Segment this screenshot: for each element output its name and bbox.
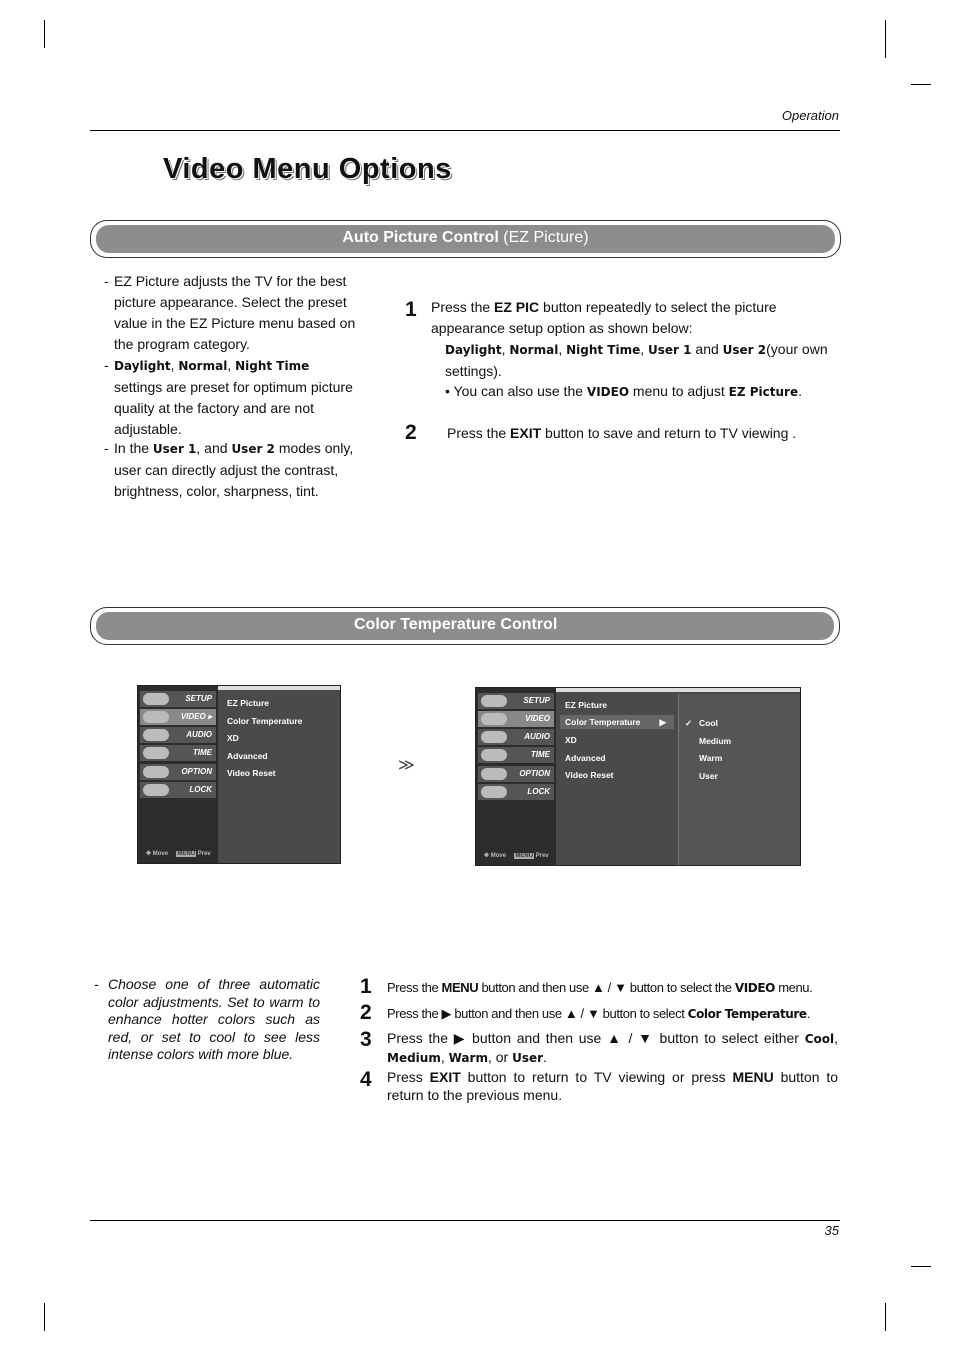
menu-category-audio[interactable]: [140, 727, 216, 743]
crop-mark: [911, 1266, 931, 1267]
exit-button-label: EXIT: [510, 425, 542, 441]
bullet-text: EZ Picture adjusts the TV for the best picture appearance. Select the preset value in the EZ Picture menu based on the program category.: [114, 273, 356, 352]
mode-night-time: Night Time: [566, 343, 641, 357]
audio-icon: [143, 729, 169, 741]
bullet-text: settings are preset for optimum picture quality at the factory and are not adjustable.: [114, 379, 353, 437]
ez-bullet-2: - Daylight, Normal, Night Time settings are preset for optimum picture quality at the factory and are not adjustable.: [104, 357, 353, 437]
step-text: button to return to the previous menu.: [387, 1069, 839, 1103]
mode-night-time: Night Time: [235, 359, 310, 373]
step-text: button to save and return to TV viewing .: [545, 425, 797, 441]
option-cool[interactable]: Cool: [699, 718, 718, 728]
menu-category-video[interactable]: [478, 711, 554, 727]
bullet-text: , and: [196, 440, 228, 456]
menu-category-column: [476, 688, 556, 865]
section-label: Operation: [781, 108, 839, 123]
bar-title: Auto Picture Control: [342, 229, 499, 246]
step-number: 1: [405, 298, 417, 321]
menu-footer: [146, 850, 211, 857]
bar-subtitle: (EZ Picture): [503, 229, 589, 246]
menu-category-label: SETUP: [523, 696, 550, 705]
menu-top-rule: [218, 686, 340, 690]
menu-item-color-temperature[interactable]: Color Temperature: [227, 716, 303, 726]
menu-category-video[interactable]: VIDEO ▸: [140, 709, 216, 725]
setup-icon: [143, 693, 169, 705]
footer-rule: [90, 1220, 840, 1221]
right-arrow-icon: ▶: [659, 717, 666, 727]
step-number: 3: [360, 1028, 372, 1051]
option-user-label: User: [512, 1050, 544, 1065]
video-icon: [143, 711, 169, 723]
bullet-text: modes only, user can directly adjust the contrast, brightness, color, sharpness, tint.: [114, 440, 354, 499]
lock-icon: [143, 784, 169, 796]
mode-user-1: User 1: [152, 442, 197, 456]
option-user[interactable]: User: [699, 771, 718, 781]
step-text: Press the: [447, 425, 507, 441]
step-text: .: [543, 1048, 547, 1065]
menu-category-lock[interactable]: [140, 782, 216, 798]
step-number: 2: [405, 421, 417, 444]
step-text: (your own settings).: [445, 341, 828, 379]
page-number: 35: [824, 1223, 839, 1238]
note-text: Choose one of three automatic color adjustments. Set to warm to enhance hotter colors such as red, or set to cool to see less intense colors with more blue.: [108, 976, 320, 1062]
menu-top-rule: [556, 688, 800, 692]
step-text: and: [695, 341, 719, 357]
step-text: button and then use ▲ / ▼ button to select the: [481, 980, 732, 995]
menu-category-label: SETUP: [185, 694, 212, 703]
menu-category-label: OPTION: [519, 769, 550, 778]
mode-normal: Normal: [509, 343, 559, 357]
tv-menu-color-temperature: [475, 687, 801, 866]
ct-step-2: [387, 1005, 841, 1024]
video-icon: [481, 713, 507, 725]
step-text: menu to adjust: [632, 383, 725, 399]
ct-step-3: Press the ▶ button and then use ▲ / ▼ button to select either Cool, Medium, Warm, or User.: [387, 1030, 838, 1065]
section-bar-color-temperature: [90, 607, 840, 645]
option-medium[interactable]: Medium: [699, 736, 732, 746]
mode-daylight: Daylight: [114, 359, 171, 373]
step-text: menu.: [778, 980, 813, 995]
option-icon: [143, 766, 169, 778]
bar-title: Color Temperature Control: [354, 616, 558, 633]
menu-footer: [484, 852, 549, 859]
header-rule: [90, 130, 840, 131]
menu-key-icon: MENU: [515, 853, 534, 859]
color-temperature-label: Color Temperature: [687, 1007, 807, 1021]
lock-icon: [481, 786, 507, 798]
ct-note: - Choose one of three automatic color adjustments. Set to warm to enhance hotter colors such as red, or set to cool to see less intense colors with more blue.: [94, 976, 320, 1062]
ez-bullet-3: - In the User 1, and User 2 modes only, user can directly adjust the contrast, brightness, color, sharpness, tint.: [104, 440, 354, 499]
ez-bullet-1: - EZ Picture adjusts the TV for the best picture appearance. Select the preset value in the EZ Picture menu based on the program category.: [104, 271, 360, 355]
menu-category-label: TIME: [192, 748, 212, 757]
step-text: Press: [387, 1069, 423, 1085]
crop-mark: [44, 20, 45, 48]
step-text: Press the ▶ button and then use ▲ / ▼ button to select either: [387, 1030, 799, 1046]
ez-step-1-modes: Daylight, Normal, Night Time, User 1 and User 2(your own settings).: [445, 341, 828, 379]
ct-step-1: [387, 979, 841, 998]
ez-picture-label: EZ Picture: [728, 385, 799, 399]
menu-item-advanced[interactable]: Advanced: [565, 753, 606, 763]
menu-item-xd[interactable]: XD: [565, 735, 577, 745]
exit-button-label: EXIT: [429, 1069, 461, 1085]
section-bar-ez-picture: [90, 220, 841, 258]
option-warm[interactable]: Warm: [699, 753, 723, 763]
menu-item-ez-picture[interactable]: EZ Picture: [227, 698, 270, 708]
menu-category-label: LOCK: [527, 787, 550, 796]
step-text: Press the ▶ button and then use ▲ / ▼ button to select: [387, 1006, 685, 1021]
menu-item-video-reset[interactable]: Video Reset: [227, 768, 276, 778]
menu-category-audio[interactable]: [478, 729, 554, 745]
menu-key-icon: MENU: [177, 851, 196, 857]
crop-mark: [885, 20, 886, 58]
step-text: button to return to TV viewing or press: [467, 1069, 726, 1085]
ez-step-2: [447, 423, 841, 444]
menu-category-label: LOCK: [189, 785, 212, 794]
tv-menu-video: [137, 685, 341, 864]
setup-icon: [481, 695, 507, 707]
move-icon: ✥: [146, 851, 152, 857]
menu-category-time[interactable]: [478, 747, 554, 763]
menu-item-label: Color Temperature: [565, 717, 641, 727]
menu-button-label: MENU: [732, 1069, 774, 1085]
step-number: 2: [360, 1001, 372, 1024]
step-text: , or: [487, 1048, 509, 1065]
step-number: 4: [360, 1068, 372, 1091]
step-text: .: [806, 1006, 810, 1021]
time-icon: [481, 749, 507, 761]
menu-category-label: VIDEO: [180, 712, 206, 721]
menu-category-label: AUDIO: [524, 732, 550, 741]
crop-mark: [885, 1303, 886, 1331]
footer-prev-label: Prev: [197, 851, 211, 857]
menu-category-time[interactable]: [140, 745, 216, 761]
menu-category-label: OPTION: [181, 767, 212, 776]
menu-category-option[interactable]: [140, 764, 216, 780]
mode-user-1: User 1: [648, 343, 692, 357]
menu-item-color-temperature[interactable]: [560, 715, 674, 729]
step-number: 1: [360, 975, 372, 998]
footer-move-label: Move: [490, 853, 507, 859]
crop-mark: [911, 84, 931, 85]
menu-item-video-reset[interactable]: Video Reset: [565, 770, 614, 780]
mode-user-2: User 2: [231, 442, 275, 456]
footer-move-label: Move: [152, 851, 169, 857]
menu-category-lock[interactable]: [478, 784, 554, 800]
menu-category-label: AUDIO: [186, 730, 212, 739]
menu-button-label: MENU: [441, 980, 479, 995]
mode-daylight: Daylight: [445, 343, 502, 357]
check-icon: ✓: [685, 718, 693, 728]
menu-category-column: [138, 686, 218, 863]
option-medium-label: Medium: [387, 1050, 441, 1065]
option-warm-label: Warm: [448, 1050, 488, 1065]
move-icon: ✥: [484, 853, 490, 859]
menu-category-option[interactable]: [478, 766, 554, 782]
crop-mark: [44, 1303, 45, 1331]
video-menu-label: VIDEO: [734, 981, 775, 995]
ez-step-1: [431, 297, 841, 339]
menu-item-xd[interactable]: XD: [227, 733, 239, 743]
mode-user-2: User 2: [722, 343, 767, 357]
option-icon: [481, 768, 507, 780]
ct-step-4: [387, 1069, 838, 1104]
ez-step-1-note: • You can also use the VIDEO menu to adjust EZ Picture.: [445, 383, 802, 399]
footer-prev-label: Prev: [535, 853, 549, 859]
option-cool-label: Cool: [804, 1032, 835, 1046]
time-icon: [143, 747, 169, 759]
menu-category-setup[interactable]: [140, 691, 216, 707]
page-title: Video Menu Options: [163, 153, 452, 185]
menu-item-ez-picture[interactable]: EZ Picture: [565, 700, 608, 710]
step-text: Press the: [431, 299, 491, 315]
audio-icon: [481, 731, 507, 743]
next-arrow-icon: ≫: [398, 757, 415, 774]
menu-category-setup[interactable]: [478, 693, 554, 709]
bullet-text: In the: [114, 440, 150, 456]
ez-pic-button-label: EZ PIC: [494, 299, 540, 315]
submenu-panel: [678, 694, 800, 865]
menu-category-label: TIME: [530, 750, 550, 759]
menu-item-advanced[interactable]: Advanced: [227, 751, 268, 761]
step-text: Press the: [387, 980, 439, 995]
video-menu-label: VIDEO: [586, 385, 630, 399]
step-text: • You can also use the: [445, 383, 584, 399]
menu-category-label: VIDEO: [525, 714, 550, 723]
step-text: button repeatedly to select the picture appearance setup option as shown below:: [431, 299, 777, 336]
mode-normal: Normal: [178, 359, 228, 373]
